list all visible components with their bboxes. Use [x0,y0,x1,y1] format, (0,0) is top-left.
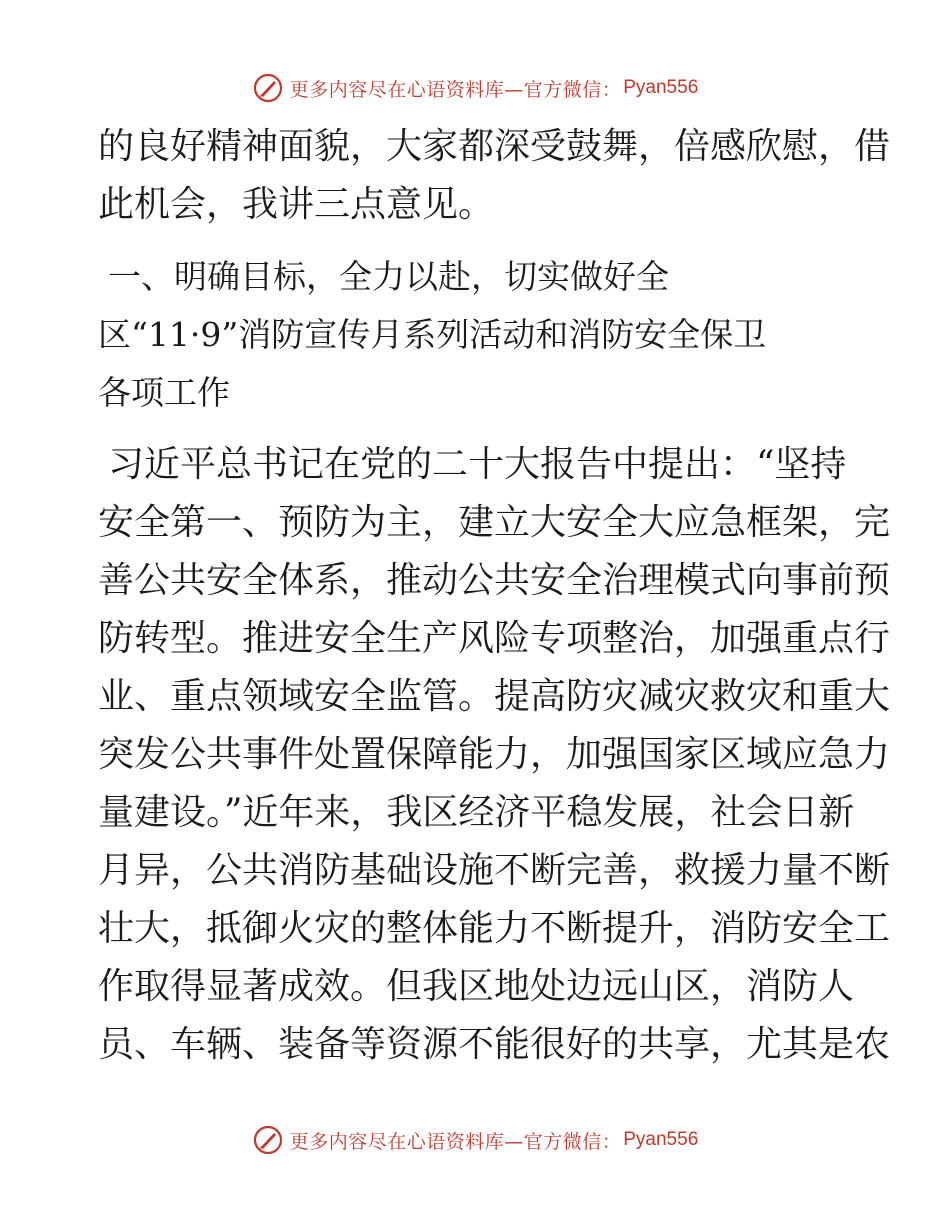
watermark-text: 更多内容尽在心语资料库—官方微信： [289,78,622,101]
watermark-text: 更多内容尽在心语资料库—官方微信： [289,1130,622,1153]
text-line: 员、车辆、装备等资源不能很好的共享，尤其是农 [98,1024,891,1065]
text-line: 习近平总书记在党的二十大报告中提出：“坚持 [108,444,847,485]
text-line: 突发公共事件处置保障能力，加强国家区域应急力 [98,734,891,775]
paragraph-intro [98,118,891,234]
watermark-handle: Pyan556 [623,1129,699,1150]
section-heading [98,248,858,422]
text-line: 的良好精神面貌，大家都深受鼓舞，倍感欣慰，借 [98,126,891,167]
text-line: 防转型。推进安全生产风险专项整治，加强重点行 [98,618,891,659]
text-line: 善公共安全体系，推动公共安全治理模式向事前预 [98,560,891,601]
heading-line: 各项工作 [98,373,230,412]
text-line: 此机会，我讲三点意见。 [98,184,495,225]
text-line: 壮大，抵御火灾的整体能力不断提升，消防安全工 [98,908,891,949]
watermark-footer [0,1124,950,1156]
text-line: 量建设。”近年来，我区经济平稳发展，社会日新 [98,792,855,833]
document-body [98,118,891,1074]
text-line: 作取得显著成效。但我区地处边远山区，消防人 [98,966,855,1007]
text-line: 安全第一、预防为主，建立大安全大应急框架，完 [98,502,891,543]
text-line: 业、重点领域安全监管。提高防灾减灾救灾和重大 [98,676,891,717]
heading-line: 区“11·9”消防宣传月系列活动和消防安全保卫 [98,315,767,354]
text-line: 月异，公共消防基础设施不断完善，救援力量不断 [98,850,891,891]
watermark-header [0,72,950,104]
quill-logo-icon [252,1124,284,1156]
quill-logo-icon [252,72,284,104]
paragraph-body [98,436,891,1074]
watermark-handle: Pyan556 [623,77,699,98]
heading-line: 一、明确目标，全力以赴，切实做好全 [108,257,669,296]
